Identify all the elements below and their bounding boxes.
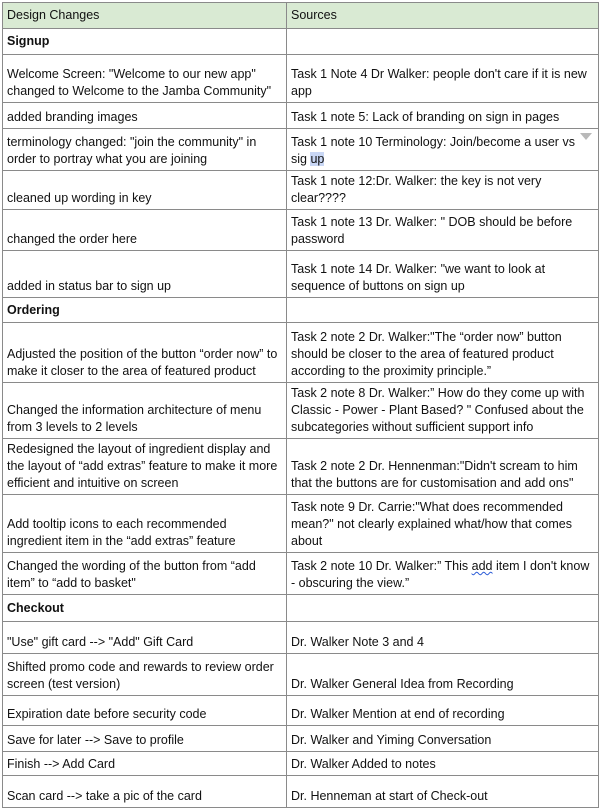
table-row [3, 103, 599, 129]
source-text: Task 2 note 10 Dr. Walker:” This [291, 559, 472, 573]
table-row [3, 654, 599, 696]
source-cell[interactable]: Task 2 note 2 Dr. Hennenman:"Didn't scream to him that the buttons are for customisation and add ons" [287, 439, 599, 495]
section-row-checkout [3, 595, 599, 622]
source-cell[interactable]: Task 1 note 12:Dr. Walker: the key is not very clear???? [287, 171, 599, 210]
section-ordering[interactable]: Ordering [3, 298, 287, 323]
table-row [3, 439, 599, 495]
source-cell[interactable]: Task 1 note 14 Dr. Walker: "we want to look at sequence of buttons on sign up [287, 251, 599, 298]
change-cell[interactable]: Save for later --> Save to profile [3, 726, 287, 752]
section-signup[interactable]: Signup [3, 29, 287, 55]
change-cell[interactable]: Add tooltip icons to each recommended ingredient item in the “add extras” feature [3, 495, 287, 553]
section-row-signup [3, 29, 599, 55]
change-cell[interactable]: "Use" gift card --> "Add" Gift Card [3, 622, 287, 654]
source-cell[interactable]: Dr. Walker and Yiming Conversation [287, 726, 599, 752]
section-row-ordering [3, 298, 599, 323]
source-cell[interactable]: Task note 9 Dr. Carrie:"What does recommended mean?" not clearly explained what/how that comes about [287, 495, 599, 553]
change-cell[interactable]: Scan card --> take a pic of the card [3, 776, 287, 808]
source-cell[interactable]: Dr. Walker General Idea from Recording [287, 654, 599, 696]
section-checkout-empty[interactable] [287, 595, 599, 622]
change-cell[interactable]: Welcome Screen: "Welcome to our new app" changed to Welcome to the Jamba Community" [3, 55, 287, 103]
section-ordering-empty[interactable] [287, 298, 599, 323]
table-row [3, 251, 599, 298]
source-cell[interactable]: Task 2 note 8 Dr. Walker:” How do they come up with Classic - Power - Plant Based? " Confused about the subcategories without sufficient support info [287, 383, 599, 439]
selected-text: up [310, 152, 325, 166]
change-cell[interactable]: added in status bar to sign up [3, 251, 287, 298]
source-cell[interactable]: Task 1 note 13 Dr. Walker: " DOB should be before password [287, 210, 599, 251]
source-cell[interactable]: Task 1 note 5: Lack of branding on sign in pages [287, 103, 599, 129]
change-cell[interactable]: Adjusted the position of the button “order now” to make it closer to the area of featured product [3, 323, 287, 383]
table-row [3, 622, 599, 654]
section-signup-empty[interactable] [287, 29, 599, 55]
change-cell[interactable]: cleaned up wording in key [3, 171, 287, 210]
source-cell[interactable] [287, 129, 599, 171]
change-cell[interactable]: added branding images [3, 103, 287, 129]
change-cell[interactable]: Shifted promo code and rewards to review order screen (test version) [3, 654, 287, 696]
source-text: item I don't know - obscuring the view.” [291, 559, 590, 590]
header-design-changes[interactable]: Design Changes [3, 3, 287, 29]
source-cell[interactable]: Dr. Walker Mention at end of recording [287, 696, 599, 726]
change-cell[interactable]: terminology changed: "join the community" in order to portray what you are joining [3, 129, 287, 171]
table-row [3, 495, 599, 553]
source-cell[interactable]: Task 2 note 2 Dr. Walker:"The “order now” button should be closer to the area of featured product according to the proximity principle.” [287, 323, 599, 383]
source-cell[interactable] [287, 553, 599, 595]
table-row [3, 752, 599, 776]
table-row [3, 696, 599, 726]
table-row [3, 55, 599, 103]
table-row [3, 323, 599, 383]
table-row [3, 210, 599, 251]
source-cell[interactable]: Dr. Henneman at start of Check-out [287, 776, 599, 808]
change-cell[interactable]: changed the order here [3, 210, 287, 251]
change-cell[interactable]: Expiration date before security code [3, 696, 287, 726]
change-cell[interactable]: Redesigned the layout of ingredient display and the layout of “add extras” feature to make it more efficient and intuitive on screen [3, 439, 287, 495]
source-cell[interactable]: Task 1 Note 4 Dr Walker: people don't care if it is new app [287, 55, 599, 103]
header-row [3, 3, 599, 29]
table-row [3, 726, 599, 752]
source-text: Task 1 note 10 Terminology: Join/become a user vs sig [291, 135, 575, 166]
header-sources[interactable]: Sources [287, 3, 599, 29]
dropdown-arrow-icon[interactable] [580, 133, 592, 140]
spellcheck-word[interactable]: add [471, 559, 493, 573]
change-cell[interactable]: Changed the information architecture of menu from 3 levels to 2 levels [3, 383, 287, 439]
table-row [3, 776, 599, 808]
change-cell[interactable]: Finish --> Add Card [3, 752, 287, 776]
table-row [3, 129, 599, 171]
source-cell[interactable]: Dr. Walker Added to notes [287, 752, 599, 776]
source-cell[interactable]: Dr. Walker Note 3 and 4 [287, 622, 599, 654]
table-row [3, 171, 599, 210]
design-changes-table [2, 2, 599, 808]
change-cell[interactable]: Changed the wording of the button from “add item” to “add to basket" [3, 553, 287, 595]
section-checkout[interactable]: Checkout [3, 595, 287, 622]
table-row [3, 553, 599, 595]
table-row [3, 383, 599, 439]
